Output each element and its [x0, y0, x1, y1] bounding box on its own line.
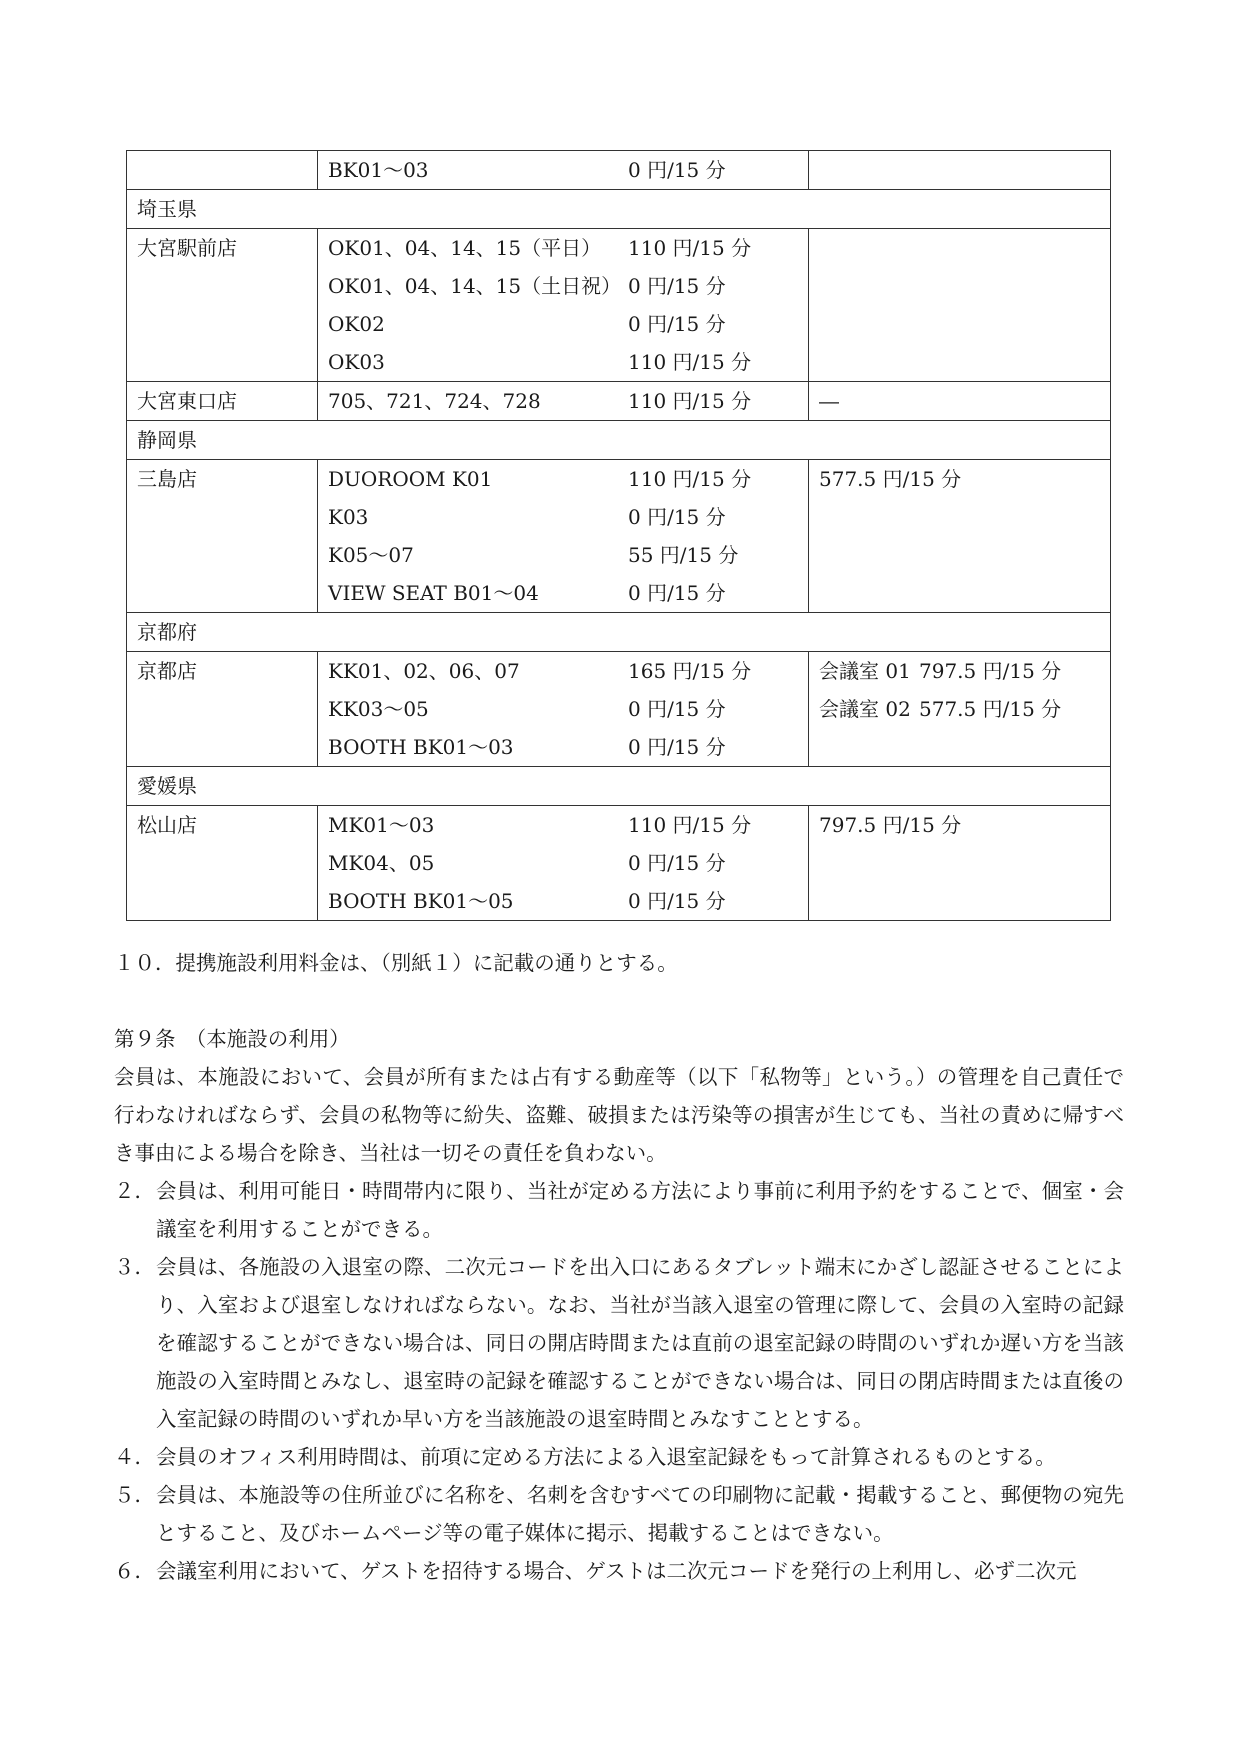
- room-price: 0 円/15 分: [628, 889, 726, 913]
- meeting-room-line: [819, 652, 1110, 690]
- room-line: [328, 806, 808, 844]
- item-number: ３．: [114, 1255, 155, 1279]
- prefecture-label: 愛媛県: [137, 774, 197, 798]
- prefecture-label: 静岡県: [137, 428, 197, 452]
- rooms-cell: [318, 151, 809, 190]
- meeting-room-name: 会議室 02: [819, 697, 911, 721]
- prefecture-label: 埼玉県: [137, 197, 197, 221]
- room-price: 0 円/15 分: [628, 274, 726, 298]
- meeting-room-price: ―: [819, 389, 839, 413]
- store-name: 三島店: [137, 467, 197, 491]
- room-price: 165 円/15 分: [628, 659, 752, 683]
- room-name: KK01、02、06、07: [328, 659, 520, 683]
- store-cell: [127, 652, 318, 767]
- facility-fee-table: [126, 150, 1111, 921]
- room-line: [328, 652, 808, 690]
- meeting-room-line: [819, 382, 1110, 420]
- meeting-room-name: 会議室 01: [819, 659, 911, 683]
- item-number: ４．: [114, 1445, 155, 1469]
- article-9-item-2: [114, 1172, 1124, 1248]
- item-text: 会員は、利用可能日・時間帯内に限り、当社が定める方法により事前に利用予約をすることで、個室・会議室を利用することができる。: [156, 1179, 1124, 1241]
- store-row: [127, 460, 1111, 613]
- store-cell: [127, 151, 318, 190]
- room-name: K03: [328, 505, 369, 529]
- meeting-room-cell: [809, 806, 1111, 921]
- item-text: 会議室利用において、ゲストを招待する場合、ゲストは二次元コードを発行の上利用し、必ず二次元: [156, 1559, 1077, 1583]
- room-name: VIEW SEAT B01～04: [328, 581, 539, 605]
- item-number: ２．: [114, 1179, 155, 1203]
- store-row: [127, 652, 1111, 767]
- room-line: [328, 574, 808, 612]
- room-line: [328, 882, 808, 920]
- room-price: 110 円/15 分: [628, 236, 752, 260]
- prefecture-label: 京都府: [137, 620, 197, 644]
- article-9-item-5: [114, 1476, 1124, 1552]
- item-number: ５．: [114, 1483, 155, 1507]
- meeting-room-price: 577.5 円/15 分: [819, 467, 962, 491]
- room-price: 0 円/15 分: [628, 697, 726, 721]
- store-name: 大宮駅前店: [137, 236, 237, 260]
- room-price: 0 円/15 分: [628, 158, 726, 182]
- article-9-item-6: [114, 1552, 1124, 1590]
- room-name: KK03～05: [328, 697, 429, 721]
- meeting-room-cell: [809, 652, 1111, 767]
- prefecture-row: [127, 190, 1111, 229]
- room-price: 110 円/15 分: [628, 389, 752, 413]
- store-name: 大宮東口店: [137, 389, 237, 413]
- room-line: [328, 151, 808, 189]
- article-9-intro: 会員は、本施設において、会員が所有または占有する動産等（以下「私物等」という。）の管理を自己責任で行わなければならず、会員の私物等に紛失、盗難、破損または汚染等の損害が生じても、当社の責めに帰すべき事由による場合を除き、当社は一切その責任を負わない。: [114, 1065, 1124, 1165]
- room-line: [328, 844, 808, 882]
- room-price: 0 円/15 分: [628, 312, 726, 336]
- room-name: OK02: [328, 312, 385, 336]
- store-name: 京都店: [137, 659, 197, 683]
- rooms-cell: [318, 229, 809, 382]
- meeting-room-line: [819, 460, 1110, 498]
- room-name: OK01、04、14、15（土日祝）: [328, 274, 622, 298]
- room-price: 110 円/15 分: [628, 813, 752, 837]
- article-9-title: 第９条 （本施設の利用）: [114, 1027, 350, 1051]
- room-line: [328, 382, 808, 420]
- room-name: 705、721、724、728: [328, 389, 541, 413]
- rooms-cell: [318, 806, 809, 921]
- item-number: ６．: [114, 1559, 155, 1583]
- room-line: [328, 343, 808, 381]
- document-body: [114, 944, 1124, 1590]
- store-row: [127, 151, 1111, 190]
- meeting-room-price: 577.5 円/15 分: [919, 697, 1062, 721]
- room-name: K05～07: [328, 543, 414, 567]
- prefecture-row: [127, 767, 1111, 806]
- room-name: MK01～03: [328, 813, 435, 837]
- article-9-item-4: [114, 1438, 1124, 1476]
- rooms-cell: [318, 652, 809, 767]
- room-name: OK03: [328, 350, 385, 374]
- meeting-room-cell: [809, 382, 1111, 421]
- room-line: [328, 536, 808, 574]
- article-9-item-3: [114, 1248, 1124, 1438]
- clause-10: １０．提携施設利用料金は、（別紙１）に記載の通りとする。: [114, 951, 678, 975]
- room-line: [328, 728, 808, 766]
- room-line: [328, 690, 808, 728]
- meeting-room-cell: [809, 460, 1111, 613]
- room-name: OK01、04、14、15（平日）: [328, 236, 602, 260]
- room-line: [328, 229, 808, 267]
- store-cell: [127, 806, 318, 921]
- item-text: 会員は、本施設等の住所並びに名称を、名刺を含むすべての印刷物に記載・掲載すること、郵便物の宛先とすること、及びホームページ等の電子媒体に掲示、掲載することはできない。: [156, 1483, 1124, 1545]
- prefecture-row: [127, 613, 1111, 652]
- store-cell: [127, 229, 318, 382]
- room-line: [328, 460, 808, 498]
- room-price: 0 円/15 分: [628, 851, 726, 875]
- store-name: [137, 151, 317, 189]
- rooms-cell: [318, 460, 809, 613]
- meeting-room-price: 797.5 円/15 分: [819, 813, 962, 837]
- room-name: DUOROOM K01: [328, 467, 493, 491]
- meeting-room-cell: [809, 151, 1111, 190]
- store-row: [127, 382, 1111, 421]
- store-row: [127, 806, 1111, 921]
- room-name: BK01～03: [328, 158, 429, 182]
- room-name: MK04、05: [328, 851, 435, 875]
- prefecture-row: [127, 421, 1111, 460]
- rooms-cell: [318, 382, 809, 421]
- meeting-room-line: [819, 806, 1110, 844]
- store-cell: [127, 460, 318, 613]
- room-line: [328, 305, 808, 343]
- room-price: 0 円/15 分: [628, 735, 726, 759]
- room-line: [328, 267, 808, 305]
- fee-table-body: [127, 151, 1111, 921]
- meeting-room-cell: [809, 229, 1111, 382]
- meeting-room-line: [819, 690, 1110, 728]
- store-row: [127, 229, 1111, 382]
- room-line: [328, 498, 808, 536]
- room-price: 110 円/15 分: [628, 350, 752, 374]
- room-price: 110 円/15 分: [628, 467, 752, 491]
- item-text: 会員のオフィス利用時間は、前項に定める方法による入退室記録をもって計算されるものとする。: [156, 1445, 1056, 1469]
- room-price: 0 円/15 分: [628, 581, 726, 605]
- room-price: 0 円/15 分: [628, 505, 726, 529]
- store-name: 松山店: [137, 813, 197, 837]
- room-name: BOOTH BK01～03: [328, 735, 514, 759]
- room-price: 55 円/15 分: [628, 543, 739, 567]
- meeting-room-price: 797.5 円/15 分: [919, 659, 1062, 683]
- item-text: 会員は、各施設の入退室の際、二次元コードを出入口にあるタブレット端末にかざし認証させることにより、入室および退室しなければならない。なお、当社が当該入退室の管理に際して、会員の入室時の記録を確認することができない場合は、同日の開店時間または直前の退室記録の時間のいずれか遅い方を当該施設の入室時間とみなし、退室時の記録を確認することができない場合は、同日の閉店時間または直後の入室記録の時間のいずれか早い方を当該施設の退室時間とみなすこととする。: [156, 1255, 1124, 1431]
- room-name: BOOTH BK01～05: [328, 889, 514, 913]
- store-cell: [127, 382, 318, 421]
